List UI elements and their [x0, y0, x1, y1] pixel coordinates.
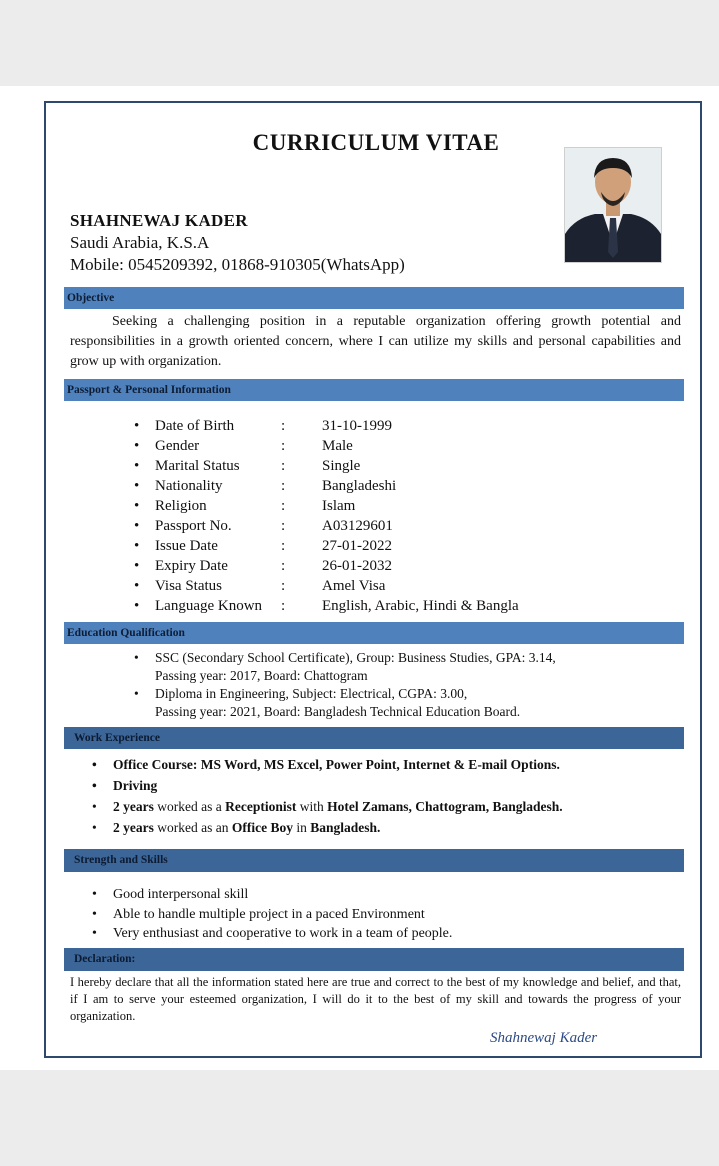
bullet-icon: •: [134, 558, 140, 574]
list-item: [130, 596, 650, 616]
info-separator: :: [281, 598, 286, 614]
work-text: worked as a: [153, 799, 226, 814]
info-label: Religion: [155, 498, 207, 514]
info-separator: :: [281, 558, 286, 574]
work-text: worked as an: [153, 820, 232, 835]
skills-heading: Strength and Skills: [64, 849, 684, 872]
work-experience-heading: Work Experience: [64, 727, 684, 749]
candidate-name: SHAHNEWAJ KADER: [70, 211, 248, 230]
education-list: [134, 649, 674, 721]
info-label: Date of Birth: [155, 418, 235, 434]
list-item: [130, 536, 650, 556]
cv-page: [0, 86, 719, 1070]
info-value: English, Arabic, Hindi & Bangla: [322, 598, 519, 614]
info-value: 26-01-2032: [322, 558, 392, 574]
work-item-text: Driving: [113, 778, 158, 793]
info-value: Bangladeshi: [322, 478, 397, 494]
candidate-mobile: Mobile: 0545209392, 01868-910305(WhatsApp): [70, 255, 405, 274]
info-label: Expiry Date: [155, 558, 228, 574]
info-label: Passport No.: [155, 518, 232, 534]
bullet-icon: •: [92, 799, 97, 814]
list-item: [92, 796, 692, 817]
info-value: A03129601: [322, 518, 393, 534]
info-separator: :: [281, 478, 286, 494]
document-title: CURRICULUM VITAE: [252, 130, 500, 155]
work-role: Office Boy: [231, 820, 293, 835]
personal-info-list: [130, 416, 650, 616]
personal-info-heading: Passport & Personal Information: [64, 379, 684, 401]
list-item: [92, 754, 692, 775]
list-item: [92, 775, 692, 796]
info-separator: :: [281, 578, 286, 594]
list-item: [92, 885, 692, 905]
info-value: Islam: [322, 498, 356, 514]
bullet-icon: •: [92, 757, 97, 772]
info-label: Gender: [155, 438, 200, 454]
list-item: [130, 576, 650, 596]
info-separator: :: [281, 418, 286, 434]
skill-text: Able to handle multiple project in a paced Environment: [113, 906, 425, 922]
info-value: Amel Visa: [322, 578, 386, 594]
skill-text: Good interpersonal skill: [113, 887, 249, 902]
bullet-icon: •: [134, 458, 140, 474]
objective-heading: Objective: [64, 287, 684, 309]
education-line: SSC (Secondary School Certificate), Group: Business Studies, GPA: 3.14,: [155, 650, 556, 665]
list-item: [130, 416, 650, 436]
work-text: in: [292, 820, 311, 835]
info-separator: :: [281, 538, 286, 554]
bullet-icon: •: [134, 686, 139, 701]
info-separator: :: [281, 438, 286, 454]
bullet-icon: •: [134, 650, 139, 665]
work-text: with: [296, 799, 328, 814]
bullet-icon: •: [92, 778, 97, 793]
list-item: [130, 456, 650, 476]
declaration-text: I hereby declare that all the information stated here are true and correct to the best of my knowledge and belief, and that, if I am to serve your esteemed organization, I will do it to the best of my skill and towards the progress of your organization.: [70, 975, 681, 1023]
info-label: Marital Status: [155, 458, 240, 474]
list-item: [92, 817, 692, 838]
work-employer: Hotel Zamans, Chattogram, Bangladesh.: [327, 799, 563, 814]
bullet-icon: •: [92, 887, 97, 902]
info-value: 31-10-1999: [322, 418, 392, 434]
education-line: Diploma in Engineering, Subject: Electrical, CGPA: 3.00,: [155, 686, 468, 701]
education-heading: Education Qualification: [64, 622, 684, 644]
bullet-icon: •: [134, 498, 140, 514]
work-item-text: Office Course: MS Word, MS Excel, Power Point, Internet & E-mail Options.: [113, 757, 560, 772]
work-duration: 2 years: [113, 799, 154, 814]
bullet-icon: •: [134, 478, 140, 494]
education-line: Passing year: 2021, Board: Bangladesh Technical Education Board.: [155, 703, 521, 719]
bullet-icon: •: [134, 418, 140, 434]
info-label: Language Known: [155, 598, 263, 614]
list-item: [130, 516, 650, 536]
bullet-icon: •: [134, 598, 140, 614]
info-label: Visa Status: [155, 578, 223, 594]
info-value: Single: [322, 458, 361, 474]
person-portrait-icon: [565, 148, 661, 262]
bullet-icon: •: [92, 906, 97, 922]
work-experience-list: [92, 754, 692, 838]
bullet-icon: •: [92, 820, 97, 835]
profile-photo: [564, 147, 662, 263]
list-item: [134, 685, 674, 720]
declaration-heading: Declaration:: [64, 948, 684, 971]
bullet-icon: •: [134, 578, 140, 594]
list-item: [92, 924, 692, 944]
objective-text: Seeking a challenging position in a reputable organization offering growth potential and responsibilities in a growth oriented concern, where I can utilize my skills and personal capabilities and grow up with organization.: [70, 314, 681, 369]
work-role: Receptionist: [225, 799, 297, 814]
info-separator: :: [281, 498, 286, 514]
list-item: [130, 496, 650, 516]
list-item: [130, 476, 650, 496]
info-value: 27-01-2022: [322, 538, 392, 554]
info-label: Nationality: [155, 478, 223, 494]
signature: Shahnewaj Kader: [490, 1030, 598, 1046]
info-separator: :: [281, 458, 286, 474]
list-item: [92, 905, 692, 925]
candidate-location: Saudi Arabia, K.S.A: [70, 233, 210, 252]
info-label: Issue Date: [155, 538, 218, 554]
skill-text: Very enthusiast and cooperative to work in a team of people.: [113, 926, 453, 941]
bullet-icon: •: [134, 438, 140, 454]
info-separator: :: [281, 518, 286, 534]
education-line: Passing year: 2017, Board: Chattogram: [155, 667, 368, 683]
skills-list: [92, 885, 692, 944]
info-value: Male: [322, 438, 353, 454]
bullet-icon: •: [92, 926, 97, 941]
work-duration: 2 years: [113, 820, 154, 835]
list-item: [130, 556, 650, 576]
bullet-icon: •: [134, 518, 140, 534]
bullet-icon: •: [134, 538, 140, 554]
list-item: [130, 436, 650, 456]
work-employer: Bangladesh.: [310, 820, 381, 835]
list-item: [134, 649, 674, 684]
